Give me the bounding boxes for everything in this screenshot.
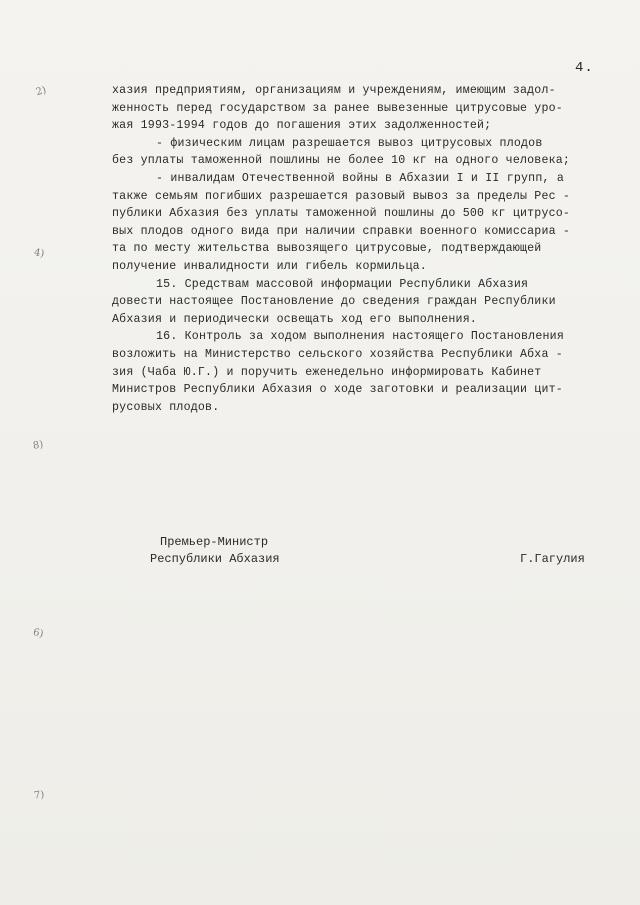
text-line: та по месту жительства вывозящего цитрусовые, подтверждающей <box>112 242 542 256</box>
text-line: получение инвалидности или гибель кормильца. <box>112 259 427 273</box>
page-number: 4. <box>575 60 594 76</box>
text-line: хазия предприятиям, организациям и учреждениям, имеющим задол- <box>112 84 556 97</box>
margin-handwritten-mark: 8) <box>32 439 44 452</box>
text-line: зия (Чаба Ю.Г.) и поручить еженедельно информировать Кабинет <box>112 365 542 379</box>
text-line: также семьям погибших разрешается разовый вывоз за пределы Рес - <box>112 189 571 203</box>
signatory-title-block <box>150 534 280 568</box>
text-line: русовых плодов. <box>112 400 220 414</box>
decree-body-text <box>112 82 604 416</box>
signatory-title-line-2: Республики Абхазия <box>150 552 280 566</box>
text-line: возложить на Министерство сельского хозяйства Республики Абха - <box>112 347 563 361</box>
text-line: публики Абхазия без уплаты таможенной пошлины до 500 кг цитрусо- <box>112 207 571 221</box>
text-line: женность перед государством за ранее вывезенные цитрусовые уро- <box>112 101 563 115</box>
text-line: жая 1993-1994 годов до погашения этих задолженностей; <box>112 119 492 133</box>
text-line: - физическим лицам разрешается вывоз цитрусовых плодов <box>156 136 543 150</box>
margin-handwritten-mark: 7) <box>33 789 45 802</box>
signatory-title-line-1: Премьер-Министр <box>160 535 269 549</box>
text-line: вых плодов одного вида при наличии справки военного комиссариа - <box>112 224 571 238</box>
margin-handwritten-mark: 6) <box>31 627 45 640</box>
text-line: Абхазия и периодически освещать ход его выполнения. <box>112 312 478 326</box>
text-line: Министров Республики Абхазия о ходе заготовки и реализации цит- <box>112 383 563 397</box>
text-line: - инвалидам Отечественной войны в Абхазии I и II групп, а <box>156 171 564 185</box>
text-line: 15. Средствам массовой информации Республики Абхазия <box>156 277 529 291</box>
text-line: довести настоящее Постановление до сведения граждан Республики <box>112 295 556 309</box>
margin-handwritten-mark: 4) <box>33 247 46 260</box>
text-line: без уплаты таможенной пошлины не более 10 кг на одного человека; <box>112 154 571 168</box>
text-line: 16. Контроль за ходом выполнения настоящего Постановления <box>156 330 564 344</box>
margin-handwritten-mark: 2) <box>34 84 48 99</box>
signatory-name: Г.Гагулия <box>520 552 585 566</box>
